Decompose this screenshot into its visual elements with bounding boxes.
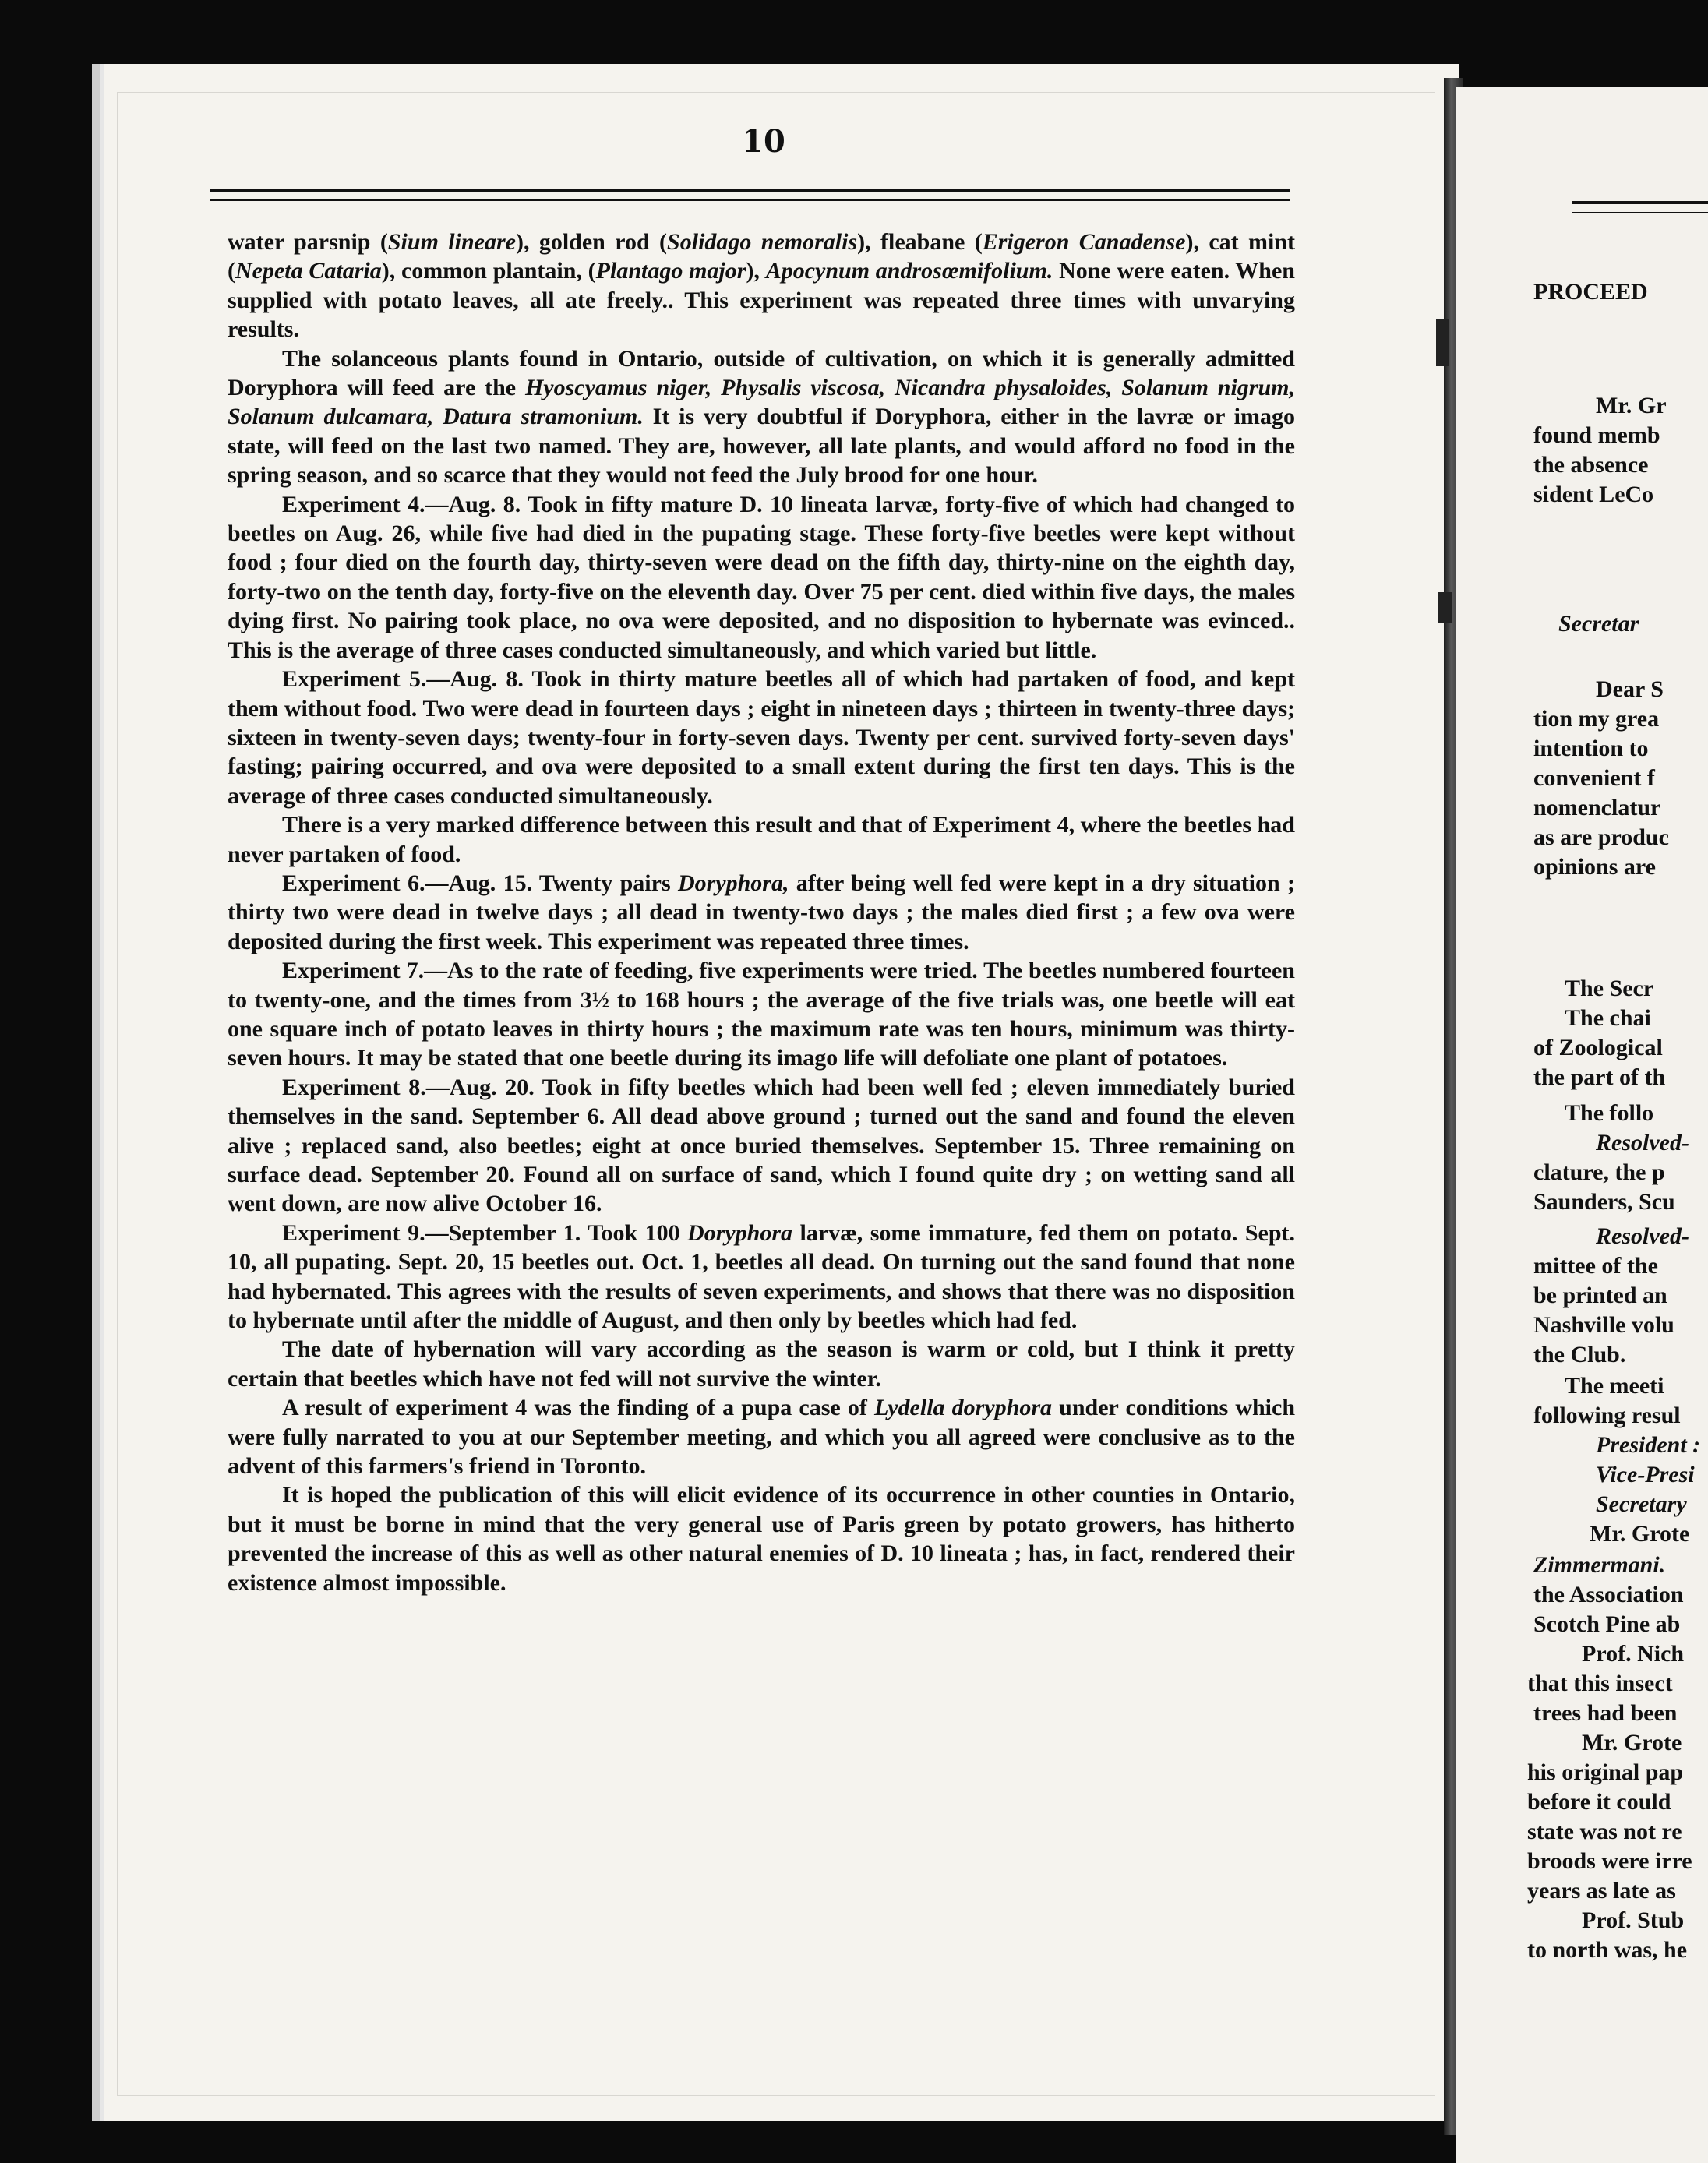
facing-text-line: following resul	[1533, 1403, 1681, 1428]
facing-text-line: Mr. Gr	[1596, 393, 1667, 418]
facing-text-line: be printed an	[1533, 1283, 1667, 1308]
facing-text-line: the Association	[1533, 1582, 1684, 1607]
facing-text-line: that this insect	[1527, 1671, 1673, 1696]
paragraph: Experiment 6.—Aug. 15. Twenty pairs Doryphora, after being well fed were kept in a dry situation ; thirty two were dead in twelve days ; all dead in twenty-two days ; the males died first ; a few ova were deposited during the first week. This experiment was repeated three times.	[228, 870, 1295, 954]
facing-text-line: The Secr	[1565, 976, 1654, 1001]
facing-text-line: years as late as	[1527, 1878, 1676, 1904]
facing-text-line: The follo	[1565, 1100, 1654, 1126]
facing-text-line: President :	[1596, 1432, 1701, 1458]
paragraph: Experiment 7.—As to the rate of feeding, five experiments were tried. The beetles numbered fourteen to twenty-one, and the times from 3½ to 168 hours ; the average of the five trials was, one beetle will eat one square inch of potato leaves in thirty hours ; the maximum rate was ten hours, minimum was thirty-seven hours. It may be stated that one beetle during its imago life will defoliate one plant of potatoes.	[228, 958, 1295, 1071]
facing-text-line: nomenclatur	[1533, 795, 1661, 820]
body-text	[228, 228, 1295, 1597]
facing-text-line: clature, the p	[1533, 1159, 1665, 1185]
facing-text-line: trees had been	[1533, 1700, 1678, 1726]
paragraph: The date of hybernation will vary according as the season is warm or cold, but I think it pretty certain that beetles which have not fed will not survive the winter.	[228, 1336, 1295, 1392]
facing-text-line: Mr. Grote	[1582, 1730, 1682, 1755]
facing-text-line: Prof. Stub	[1582, 1907, 1685, 1933]
facing-text-line: Prof. Nich	[1582, 1641, 1685, 1667]
facing-text-line: sident LeCo	[1533, 482, 1654, 507]
facing-text-line: as are produc	[1533, 824, 1669, 850]
facing-text-line: his original pap	[1527, 1759, 1684, 1785]
facing-text-line: mittee of the	[1533, 1253, 1658, 1279]
facing-text-line: intention to	[1533, 736, 1649, 761]
facing-text-line: Resolved-	[1596, 1130, 1689, 1156]
facing-text-line: Vice-Presi	[1596, 1462, 1695, 1487]
facing-text-line: Secretar	[1558, 611, 1639, 637]
facing-text-line: found memb	[1533, 422, 1660, 448]
facing-text-line: before it could	[1527, 1789, 1671, 1815]
facing-text-line: to north was, he	[1527, 1937, 1688, 1963]
paragraph: Experiment 9.—September 1. Took 100 Doryphora larvæ, some immature, fed them on potato. Sept. 10, all pupating. Sept. 20, 15 beetles out. Oct. 1, beetles all dead. On turning out the sand found that none had hybernated. This agrees with the results of seven experiments, and shows that there was no disposition to hybernate until after the middle of August, and then only by beetles which had fed.	[228, 1219, 1295, 1334]
facing-text-line: Saunders, Scu	[1533, 1189, 1675, 1215]
gutter-mark	[1436, 319, 1449, 366]
facing-text-line: of Zoological	[1533, 1035, 1663, 1060]
facing-page-heading: PROCEED	[1533, 279, 1648, 305]
facing-text-line: the absence	[1533, 452, 1649, 478]
paragraph: A result of experiment 4 was the finding of a pupa case of Lydella doryphora under conditions which were fully narrated to you at our September meeting, and which you all agreed were conclusive as to the advent of this farmers's friend in Toronto.	[228, 1395, 1296, 1480]
facing-text-line: state was not re	[1527, 1819, 1682, 1844]
facing-text-line: broods were irre	[1527, 1848, 1692, 1874]
facing-text-line: convenient f	[1533, 765, 1655, 791]
paragraph: Experiment 8.—Aug. 20. Took in fifty beetles which had been well fed ; eleven immediately buried themselves in the sand. September 6. All dead above ground ; turned out the sand and found the eleven alive ; replaced sand, also beetles; eight at once buried themselves. September 15. Three remaining on surface dead. September 20. Found all on surface of sand, which I found quite dry ; on wetting sand all went down, are now alive October 16.	[228, 1074, 1295, 1217]
paragraph: Experiment 5.—Aug. 8. Took in thirty mature beetles all of which had partaken of food, and kept them without food. Two were dead in fourteen days ; eight in nineteen days ; thirteen in twenty-three days; sixteen in twenty-seven days; twenty-four in forty-seven days. Twenty per cent. survived forty-seven days' fasting; pairing occurred, and ova were deposited to a small extent during the first ten days. This is the average of three cases conducted simultaneously.	[228, 666, 1295, 809]
header-rule	[210, 189, 1290, 201]
facing-header-rule	[1572, 201, 1708, 213]
facing-text-line: Mr. Grote	[1590, 1521, 1690, 1547]
facing-text-line: The chai	[1565, 1005, 1651, 1031]
paragraph: It is hoped the publication of this will elicit evidence of its occurrence in other counties in Ontario, but it must be borne in mind that the very general use of Paris green by potato growers, has hitherto prevented the increase of this as well as other natural enemies of D. 10 lineata ; has, in fact, rendered their existence almost impossible.	[228, 1482, 1295, 1596]
facing-text-line: The meeti	[1565, 1373, 1664, 1399]
gutter-mark	[1438, 592, 1452, 623]
paragraph: water parsnip (Sium lineare), golden rod (Solidago nemoralis), fleabane (Erigeron Canadense), cat mint (Nepeta Cataria), common plantain, (Plantago major), Apocynum androsœmifolium. None were eaten. When supplied with potato leaves, all ate freely.. This experiment was repeated three times with unvarying results.	[228, 229, 1296, 343]
facing-text-line: Scotch Pine ab	[1533, 1611, 1681, 1637]
facing-text-line: tion my grea	[1533, 706, 1660, 732]
facing-text-line: the Club.	[1533, 1342, 1626, 1367]
facing-text-line: opinions are	[1533, 854, 1656, 880]
paragraph: Experiment 4.—Aug. 8. Took in fifty mature D. 10 lineata larvæ, forty-five of which had changed to beetles on Aug. 26, while five had died in the pupating stage. These forty-five beetles were kept without food ; four died on the fourth day, thirty-seven were dead on the fifth day, thirty-nine on the eighth day, forty-two on the tenth day, forty-five on the eleventh day. Over 75 per cent. died within five days, the males dying first. No pairing took place, no ova were deposited, and no disposition to hybernate was evinced.. This is the average of three cases conducted simultaneously, and which varied but little.	[228, 491, 1295, 663]
facing-text-line: Secretary	[1596, 1491, 1687, 1517]
paragraph: There is a very marked difference between this result and that of Experiment 4, where the beetles had never partaken of food.	[228, 812, 1295, 867]
facing-text-line: Zimmermani.	[1533, 1552, 1666, 1578]
facing-text-line: Resolved-	[1596, 1223, 1689, 1249]
facing-text-line: Nashville volu	[1533, 1312, 1674, 1338]
paragraph: The solanceous plants found in Ontario, outside of cultivation, on which it is generally admitted Doryphora will feed are the Hyoscyamus niger, Physalis viscosa, Nicandra physaloides, Solanum nigrum, Solanum dulcamara, Datura stramonium. It is very doubtful if Doryphora, either in the lavræ or imago state, will feed on the last two named. They are, however, all late plants, and would afford no food in the spring season, and so scarce that they would not feed the July brood for one hour.	[228, 345, 1295, 489]
facing-text-line: Dear S	[1596, 676, 1664, 702]
facing-text-line: the part of th	[1533, 1064, 1666, 1090]
page-number: 10	[742, 123, 785, 160]
